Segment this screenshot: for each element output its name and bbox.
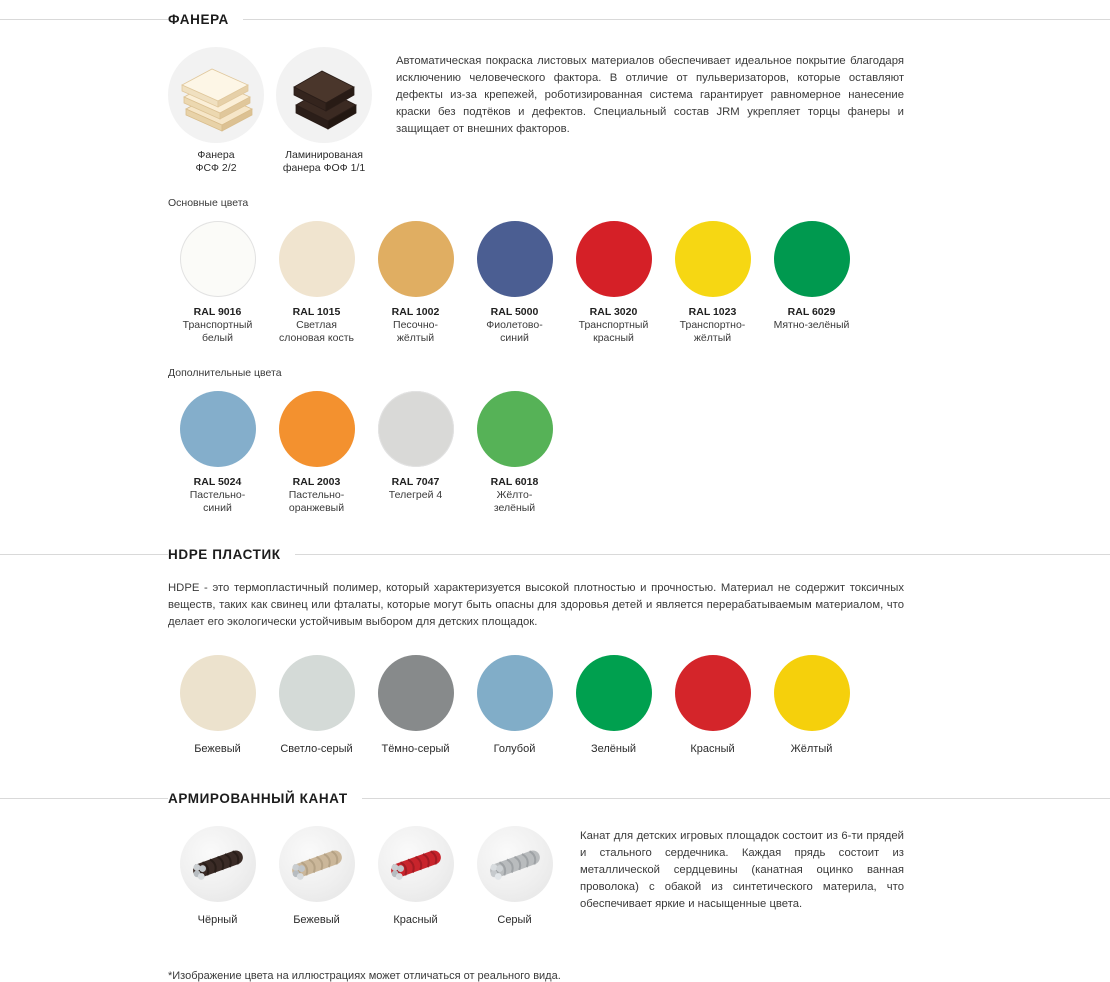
hdpe-color-name: Жёлтый	[790, 743, 833, 755]
extra-colors-grid	[168, 383, 904, 515]
color-name-line1: Пастельно-	[189, 489, 246, 501]
hdpe-swatch-cell[interactable]	[168, 647, 267, 755]
rope-icon	[180, 826, 256, 902]
hdpe-color-name: Бежевый	[194, 743, 241, 755]
rope-row	[168, 826, 904, 926]
color-dot	[378, 391, 454, 467]
color-name-line1: Светлая	[296, 319, 337, 331]
footnote: *Изображение цвета на иллюстрациях может отличаться от реального вида.	[168, 970, 561, 982]
color-dot	[477, 221, 553, 297]
rope-swatch-cell[interactable]	[465, 826, 564, 926]
color-swatch-cell[interactable]	[663, 213, 762, 345]
section-header-hdpe	[168, 545, 904, 564]
color-name-line2: синий	[500, 332, 529, 344]
color-name-line1: Телегрей 4	[388, 489, 443, 501]
plywood-description: Автоматическая покраска листовых материалов обеспечивает идеальное покрытие благодаря исключению человеческого фактора. В отличие от пульверизаторов, которые оставляют дефекты из-за крепежей, роботизированная система гарантирует равномерное нанесение краски без подтёков и дефектов. Специальный состав JRM укрепляет торцы фанеры и защищает от внешних факторов.	[396, 55, 904, 135]
color-name-line2: белый	[202, 332, 233, 344]
color-name-line1: Фиолетово-	[486, 319, 543, 331]
color-dot	[378, 221, 454, 297]
color-code: RAL 1015	[292, 306, 341, 318]
rope-swatch-cell[interactable]	[366, 826, 465, 926]
plywood-row	[168, 47, 904, 175]
section-title-hdpe: HDPE ПЛАСТИК	[168, 545, 295, 564]
color-dot	[180, 391, 256, 467]
color-name-line2: зелёный	[493, 502, 536, 514]
section-divider	[0, 19, 1110, 20]
color-dot	[774, 655, 850, 731]
color-code: RAL 1002	[391, 306, 440, 318]
main-colors-grid	[168, 213, 904, 345]
plywood-swatch	[168, 47, 264, 143]
rope-swatch	[378, 826, 454, 902]
hdpe-color-name: Тёмно-серый	[381, 743, 450, 755]
color-name-line1: Транспортный	[182, 319, 253, 331]
color-dot	[576, 655, 652, 731]
color-name-line1: Песочно-	[393, 319, 438, 331]
color-name-line2: жёлтый	[396, 332, 435, 344]
rope-colors-grid	[168, 826, 564, 926]
color-dot	[279, 221, 355, 297]
plywood-item-fof	[276, 47, 372, 175]
color-swatch-cell[interactable]	[168, 383, 267, 515]
color-swatch-cell[interactable]	[168, 213, 267, 345]
color-code: RAL 1023	[688, 306, 737, 318]
section-header-plywood	[168, 10, 904, 29]
hdpe-color-name: Зелёный	[590, 743, 637, 755]
color-dot	[180, 221, 256, 297]
color-name-line2: синий	[203, 502, 232, 514]
hdpe-color-name: Голубой	[493, 743, 536, 755]
plywood-caption	[168, 149, 264, 175]
color-dot	[477, 655, 553, 731]
hdpe-color-name: Светло-серый	[280, 743, 353, 755]
rope-color-name: Серый	[497, 914, 532, 926]
color-name-line2: красный	[593, 332, 634, 344]
plywood-caption-line2: ФСФ 2/2	[195, 162, 237, 174]
color-dot	[774, 221, 850, 297]
color-name-line2: слоновая кость	[279, 332, 354, 344]
rope-color-name: Красный	[393, 914, 438, 926]
section-divider	[0, 554, 1110, 555]
color-swatch-cell[interactable]	[465, 383, 564, 515]
color-name-line2: оранжевый	[288, 502, 345, 514]
color-code: RAL 2003	[292, 476, 341, 488]
section-title-rope: АРМИРОВАННЫЙ КАНАТ	[168, 789, 362, 808]
color-code: RAL 3020	[589, 306, 638, 318]
color-dot	[675, 655, 751, 731]
color-dot	[378, 655, 454, 731]
color-code: RAL 5000	[490, 306, 539, 318]
color-dot	[279, 391, 355, 467]
rope-color-name: Бежевый	[293, 914, 340, 926]
color-swatch-cell[interactable]	[366, 383, 465, 515]
laminated-caption-line1: Ламинированая	[285, 149, 363, 161]
extra-colors-label: Дополнительные цвета	[168, 367, 282, 379]
content-column	[168, 0, 904, 982]
color-code: RAL 6029	[787, 306, 836, 318]
main-colors-label: Основные цвета	[168, 197, 249, 209]
rope-color-name: Чёрный	[197, 914, 238, 926]
color-name-line1: Транспортно-	[679, 319, 746, 331]
color-dot	[576, 221, 652, 297]
color-swatch-cell[interactable]	[267, 383, 366, 515]
plywood-item-fsf	[168, 47, 264, 175]
rope-swatch	[477, 826, 553, 902]
color-code: RAL 7047	[391, 476, 440, 488]
rope-icon	[477, 826, 553, 902]
color-name-line1: Мятно-зелёный	[773, 319, 850, 331]
color-swatch-cell[interactable]	[564, 213, 663, 345]
rope-swatch	[279, 826, 355, 902]
plywood-thumbnails	[168, 47, 372, 175]
rope-description: Канат для детских игровых площадок состоит из 6-ти прядей и стального сердечника. Каждая прядь состоит из металлической сердцевины (канатная оцинко ванная проволока) с обакой из синтетического материла, что обеспечивает яркие и насыщенные цвета.	[580, 830, 904, 910]
color-swatch-cell[interactable]	[762, 213, 861, 345]
color-dot	[279, 655, 355, 731]
color-name-line1: Пастельно-	[288, 489, 345, 501]
color-dot	[477, 391, 553, 467]
color-code: RAL 6018	[490, 476, 539, 488]
rope-swatch-cell[interactable]	[168, 826, 267, 926]
color-code: RAL 9016	[193, 306, 242, 318]
color-dot	[675, 221, 751, 297]
hdpe-swatch-cell[interactable]	[267, 647, 366, 755]
hdpe-color-name: Красный	[690, 743, 735, 755]
color-swatch-cell[interactable]	[465, 213, 564, 345]
section-divider	[0, 798, 1110, 799]
hdpe-swatch-cell[interactable]	[465, 647, 564, 755]
laminated-caption	[276, 149, 372, 175]
laminated-swatch	[276, 47, 372, 143]
hdpe-swatch-cell[interactable]	[663, 647, 762, 755]
color-swatch-cell[interactable]	[267, 213, 366, 345]
section-header-rope	[168, 789, 904, 808]
rope-icon	[378, 826, 454, 902]
laminated-plywood-icon	[276, 47, 372, 143]
laminated-caption-line2: фанера ФОФ 1/1	[282, 162, 366, 174]
rope-icon	[279, 826, 355, 902]
section-title-plywood: ФАНЕРА	[168, 10, 243, 29]
color-name-line1: Транспортный	[578, 319, 649, 331]
color-name-line2: жёлтый	[693, 332, 732, 344]
hdpe-swatch-cell[interactable]	[762, 647, 861, 755]
color-code: RAL 5024	[193, 476, 242, 488]
hdpe-swatch-cell[interactable]	[366, 647, 465, 755]
rope-swatch-cell[interactable]	[267, 826, 366, 926]
rope-swatch	[180, 826, 256, 902]
color-swatch-cell[interactable]	[366, 213, 465, 345]
color-name-line1: Жёлто-	[496, 489, 533, 501]
plywood-stack-icon	[168, 47, 264, 143]
hdpe-swatch-cell[interactable]	[564, 647, 663, 755]
hdpe-description: HDPE - это термопластичный полимер, который характеризуется высокой плотностью и прочностью. Материал не содержит токсичных веществ, таких как свинец или фталаты, которые могут быть опасны для здоровья детей и является перерабатываемым материалом, что делает его экологически устойчивым выбором для детских площадок.	[168, 582, 904, 628]
plywood-caption-line1: Фанера	[197, 149, 235, 161]
hdpe-colors-grid	[168, 647, 904, 755]
color-dot	[180, 655, 256, 731]
